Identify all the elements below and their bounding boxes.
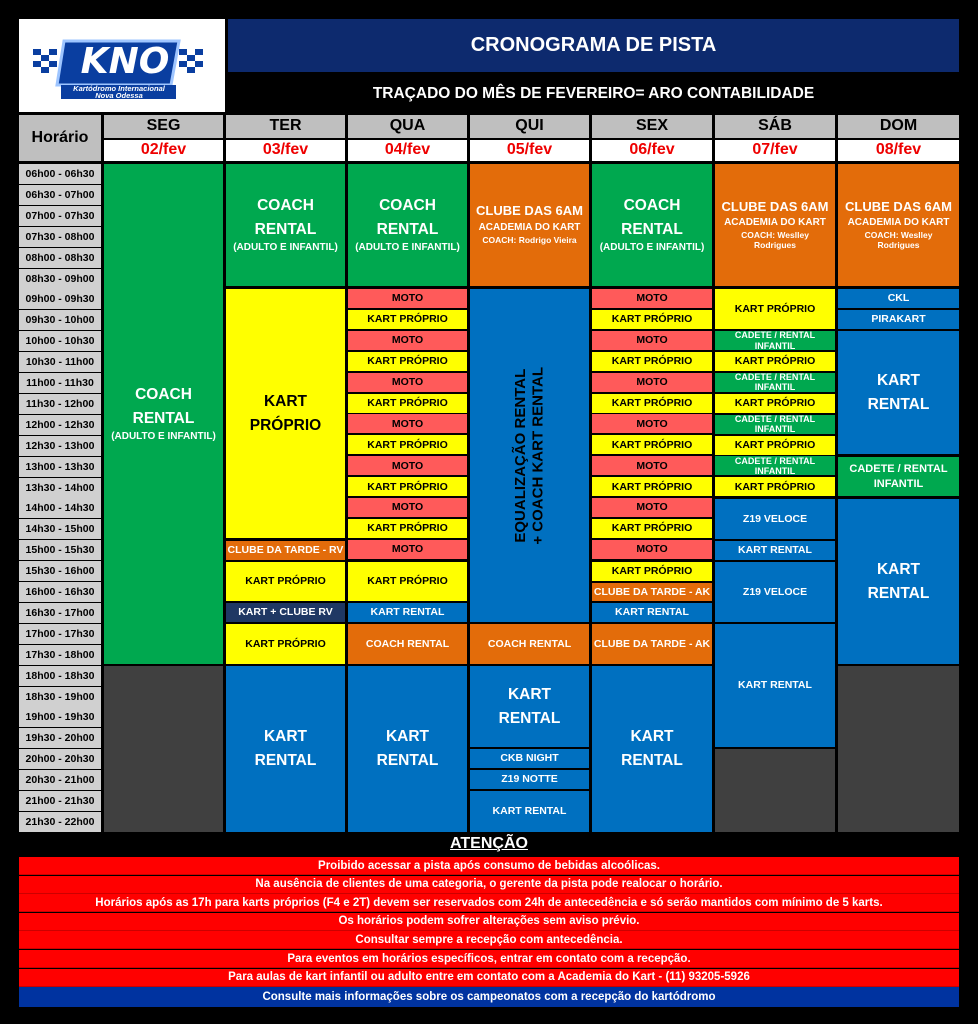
sab-z19-veloce-1: Z19 VELOCE: [715, 499, 835, 539]
ter-kart-rental-l1: KART: [263, 728, 308, 746]
qui-equalizacao-text: [512, 367, 547, 545]
sex-coach-rental: [592, 164, 712, 286]
dom-cadete-l1: CADETE / RENTAL: [849, 462, 948, 475]
date-seg: 02/fev: [104, 140, 223, 161]
date-sab: 07/fev: [715, 140, 835, 161]
time-slot: 15h00 - 15h30: [19, 540, 101, 560]
time-slot: 07h30 - 08h00: [19, 227, 101, 247]
dom-kart-rental-2: [838, 499, 959, 664]
time-slot: 06h30 - 07h00: [19, 185, 101, 205]
qua-kart-proprio: KART PRÓPRIO: [348, 352, 467, 371]
qui-coach-label: COACH: Rodrigo Vieira: [482, 234, 577, 245]
time-slot: 12h30 - 13h00: [19, 436, 101, 456]
time-slot: 18h30 - 19h00: [19, 687, 101, 707]
dom-kart-rental-1-l2: RENTAL: [867, 395, 930, 413]
ter-kart-proprio-2: KART PRÓPRIO: [226, 562, 345, 601]
seg-coach-rental: [104, 164, 223, 664]
qua-moto: MOTO: [348, 289, 467, 308]
day-header-dom: DOM: [838, 115, 959, 138]
qua-coach-rental: [348, 164, 467, 286]
qui-coach-rental-late: COACH RENTAL: [470, 624, 589, 664]
sex-moto: MOTO: [592, 331, 712, 350]
time-slot: 11h30 - 12h00: [19, 394, 101, 414]
qua-kart-rental-slot: KART RENTAL: [348, 603, 467, 622]
sab-z19-veloce-2: Z19 VELOCE: [715, 562, 835, 622]
date-sex: 06/fev: [592, 140, 712, 161]
dom-cadete-l2: INFANTIL: [873, 477, 924, 490]
dom-ckl: CKL: [838, 289, 959, 308]
page-title: CRONOGRAMA DE PISTA: [228, 19, 959, 72]
sex-kart-proprio: KART PRÓPRIO: [592, 352, 712, 371]
time-slot: 20h30 - 21h00: [19, 770, 101, 790]
sex-coach-label: COACH: [623, 196, 681, 214]
time-slot: 08h00 - 08h30: [19, 248, 101, 268]
ter-kart-rental: [226, 666, 345, 832]
qua-moto: MOTO: [348, 498, 467, 517]
dom-academia-label: ACADEMIA DO KART: [847, 217, 950, 229]
logo: [19, 19, 225, 112]
qui-z19-notte: Z19 NOTTE: [470, 770, 589, 789]
sab-kart-proprio: KART PRÓPRIO: [715, 436, 835, 455]
qua-coach-label: COACH: [379, 196, 436, 214]
time-slot: 16h30 - 17h00: [19, 603, 101, 623]
ter-kart-label: KART: [263, 392, 308, 410]
notice-line: Horários após as 17h para karts próprios (F4 e 2T) devem ser reservados com 24h de antecedência e só serão mantidos com mínimo de 5 karts.: [19, 894, 959, 912]
sex-moto: MOTO: [592, 540, 712, 559]
qua-kart-rental-l2: RENTAL: [376, 752, 439, 769]
time-slot: 13h00 - 13h30: [19, 457, 101, 477]
time-slot: 08h30 - 09h00: [19, 269, 101, 289]
date-qui: 05/fev: [470, 140, 589, 161]
sab-kart-proprio: KART PRÓPRIO: [715, 477, 835, 496]
sab-kart-rental-1: KART RENTAL: [715, 541, 835, 560]
dom-clube-label: CLUBE DAS 6AM: [845, 198, 952, 214]
seg-coach-label: COACH: [135, 385, 192, 403]
day-header-qua: QUA: [348, 115, 467, 138]
sab-cadete-rental-infantil: CADETE / RENTAL INFANTIL: [715, 456, 835, 475]
notice-line: Os horários podem sofrer alterações sem aviso prévio.: [19, 913, 959, 931]
dom-kart-rental-2-l2: RENTAL: [867, 584, 930, 602]
time-slot: 07h00 - 07h30: [19, 206, 101, 226]
logo-tagline-1: Kartódromo Internacional: [73, 84, 165, 93]
qua-kart-rental: [348, 666, 467, 832]
sex-clube-tarde-ak-2: CLUBE DA TARDE - AK: [592, 624, 712, 664]
time-slot: 14h30 - 15h00: [19, 519, 101, 539]
day-header-sab: SÁB: [715, 115, 835, 138]
dom-kart-rental-1: [838, 331, 959, 454]
time-slot: 09h30 - 10h00: [19, 310, 101, 330]
time-slot: 17h30 - 18h00: [19, 645, 101, 665]
time-slot: 10h30 - 11h00: [19, 352, 101, 372]
notice-line: Na ausência de clientes de uma categoria, o gerente da pista pode realocar o horário.: [19, 876, 959, 894]
ter-kart-proprio-3: KART PRÓPRIO: [226, 624, 345, 664]
qua-kart-rental-l1: KART: [385, 728, 430, 746]
sab-kart-rental-2: KART RENTAL: [715, 624, 835, 747]
sex-kart-rental-l1: KART: [630, 728, 674, 746]
ter-adulto-label: (ADULTO E INFANTIL): [233, 241, 338, 253]
time-slot: 13h30 - 14h00: [19, 478, 101, 498]
sab-cadete-rental-infantil: CADETE / RENTAL INFANTIL: [715, 331, 835, 350]
qua-moto: MOTO: [348, 373, 467, 392]
sab-clube-label: CLUBE DAS 6AM: [721, 198, 829, 214]
dom-cadete-rental: [838, 457, 959, 496]
qua-kart-proprio: KART PRÓPRIO: [348, 519, 467, 538]
sab-academia-label: ACADEMIA DO KART: [724, 217, 826, 229]
day-header-seg: SEG: [104, 115, 223, 138]
date-ter: 03/fev: [226, 140, 345, 161]
time-slot: 06h00 - 06h30: [19, 164, 101, 184]
sex-kart-rental-l2: RENTAL: [621, 752, 683, 769]
qui-equalizacao: [470, 289, 589, 622]
page-subtitle: TRAÇADO DO MÊS DE FEVEREIRO= ARO CONTABILIDADE: [228, 75, 959, 112]
sex-adulto-label: (ADULTO E INFANTIL): [599, 241, 705, 253]
sex-moto: MOTO: [592, 414, 712, 433]
sex-rental-label: RENTAL: [621, 220, 683, 238]
ter-proprio-label: PRÓPRIO: [249, 416, 322, 434]
dom-kart-rental-2-l1: KART: [876, 560, 921, 578]
time-slot: 20h00 - 20h30: [19, 749, 101, 769]
qua-moto: MOTO: [348, 414, 467, 433]
time-slot: 15h30 - 16h00: [19, 561, 101, 581]
sex-kart-rental: [592, 666, 712, 832]
sab-kart-proprio: KART PRÓPRIO: [715, 352, 835, 371]
time-slot: 21h00 - 21h30: [19, 791, 101, 811]
sab-kart-proprio: KART PRÓPRIO: [715, 394, 835, 413]
attention-title: ATENÇÃO: [19, 834, 959, 854]
qui-kart-rental-l2: RENTAL: [498, 709, 561, 727]
qua-coach-rental-late: COACH RENTAL: [348, 624, 467, 664]
qua-kart-proprio-late: KART PRÓPRIO: [348, 562, 467, 601]
time-slot: 14h00 - 14h30: [19, 498, 101, 518]
qua-moto: MOTO: [348, 456, 467, 475]
sex-clube-tarde-ak: CLUBE DA TARDE - AK: [592, 583, 712, 601]
qua-kart-proprio: KART PRÓPRIO: [348, 394, 467, 413]
sex-kart-proprio-late: KART PRÓPRIO: [592, 562, 712, 581]
time-slot: 21h30 - 22h00: [19, 812, 101, 832]
qui-kart-rental-l1: KART: [507, 685, 552, 703]
day-header-sex: SEX: [592, 115, 712, 138]
qua-kart-proprio: KART PRÓPRIO: [348, 435, 467, 454]
time-slot: 19h00 - 19h30: [19, 707, 101, 727]
sex-kart-proprio: KART PRÓPRIO: [592, 394, 712, 413]
sex-kart-proprio: KART PRÓPRIO: [592, 519, 712, 538]
qui-academia-label: ACADEMIA DO KART: [478, 222, 581, 234]
day-header-qui: QUI: [470, 115, 589, 138]
sex-kart-proprio: KART PRÓPRIO: [592, 477, 712, 496]
sex-moto: MOTO: [592, 456, 712, 475]
dom-pirakart: PIRAKART: [838, 310, 959, 329]
sex-moto: MOTO: [592, 373, 712, 392]
seg-adulto-label: (ADULTO E INFANTIL): [111, 430, 216, 442]
notice-line: Consultar sempre a recepção com antecedência.: [19, 931, 959, 949]
date-qua: 04/fev: [348, 140, 467, 161]
qui-kart-rental: [470, 666, 589, 747]
ter-clube-tarde-rv: CLUBE DA TARDE - RV: [226, 541, 345, 560]
sab-closed: [715, 749, 835, 832]
qua-kart-proprio: KART PRÓPRIO: [348, 477, 467, 496]
ter-kart-proprio: [226, 289, 345, 538]
seg-closed: [104, 666, 223, 832]
dom-clube-6am: [838, 164, 959, 286]
time-slot: 09h00 - 09h30: [19, 289, 101, 309]
sex-kart-proprio: KART PRÓPRIO: [592, 435, 712, 454]
ter-coach-rental: [226, 164, 345, 286]
sex-moto: MOTO: [592, 498, 712, 517]
qui-kart-rental-night: KART RENTAL: [470, 791, 589, 832]
qua-adulto-label: (ADULTO E INFANTIL): [355, 241, 460, 253]
notice-line: Para aulas de kart infantil ou adulto entre em contato com a Academia do Kart - (11) 93205-5926: [19, 969, 959, 987]
logo-brand: KNO: [80, 41, 170, 82]
dom-coach-label: COACH: Weslley Rodrigues: [864, 229, 933, 250]
qua-moto: MOTO: [348, 540, 467, 559]
ter-kart-clube-rv: KART + CLUBE RV: [226, 603, 345, 622]
notice-line: Proibido acessar a pista após consumo de bebidas alcoólicas.: [19, 857, 959, 875]
ter-coach-label: COACH: [257, 196, 314, 214]
date-dom: 08/fev: [838, 140, 959, 161]
qua-moto: MOTO: [348, 331, 467, 350]
sab-clube-6am: [715, 164, 835, 286]
time-slot: 18h00 - 18h30: [19, 666, 101, 686]
qui-ckb-night: CKB NIGHT: [470, 749, 589, 768]
logo-tagline-2: Nova Odessa: [95, 91, 143, 100]
dom-closed: [838, 666, 959, 832]
footer-info: Consulte mais informações sobre os campeonatos com a recepção do kartódromo: [19, 987, 959, 1007]
ter-kart-rental-l2: RENTAL: [254, 752, 317, 769]
seg-rental-label: RENTAL: [132, 409, 195, 427]
qua-kart-proprio: KART PRÓPRIO: [348, 310, 467, 329]
time-slot: 16h00 - 16h30: [19, 582, 101, 602]
sab-cadete-rental-infantil: CADETE / RENTAL INFANTIL: [715, 373, 835, 392]
time-slot: 19h30 - 20h00: [19, 728, 101, 748]
time-slot: 11h00 - 11h30: [19, 373, 101, 393]
horario-header: Horário: [19, 115, 101, 161]
qui-clube-label: CLUBE DAS 6AM: [476, 203, 583, 219]
sex-moto: MOTO: [592, 289, 712, 308]
qui-clube-6am: [470, 164, 589, 286]
sab-kart-proprio-1: KART PRÓPRIO: [715, 289, 835, 329]
notice-line: Para eventos em horários específicos, entrar em contato com a recepção.: [19, 950, 959, 968]
day-header-ter: TER: [226, 115, 345, 138]
qui-equalizacao-l2: + COACH KART RENTAL: [529, 366, 547, 545]
time-slot: 12h00 - 12h30: [19, 415, 101, 435]
sab-coach-label: COACH: Weslley Rodrigues: [741, 229, 809, 250]
time-slot: 17h00 - 17h30: [19, 624, 101, 644]
qui-equalizacao-l1: EQUALIZAÇÃO RENTAL: [512, 368, 530, 543]
time-slot: 10h00 - 10h30: [19, 331, 101, 351]
dom-kart-rental-1-l1: KART: [876, 371, 921, 389]
logo-tagline: [63, 85, 175, 99]
sex-kart-rental-slot: KART RENTAL: [592, 603, 712, 622]
ter-rental-label: RENTAL: [254, 220, 317, 238]
sab-cadete-rental-infantil: CADETE / RENTAL INFANTIL: [715, 415, 835, 434]
qua-rental-label: RENTAL: [376, 220, 439, 238]
sex-kart-proprio: KART PRÓPRIO: [592, 310, 712, 329]
